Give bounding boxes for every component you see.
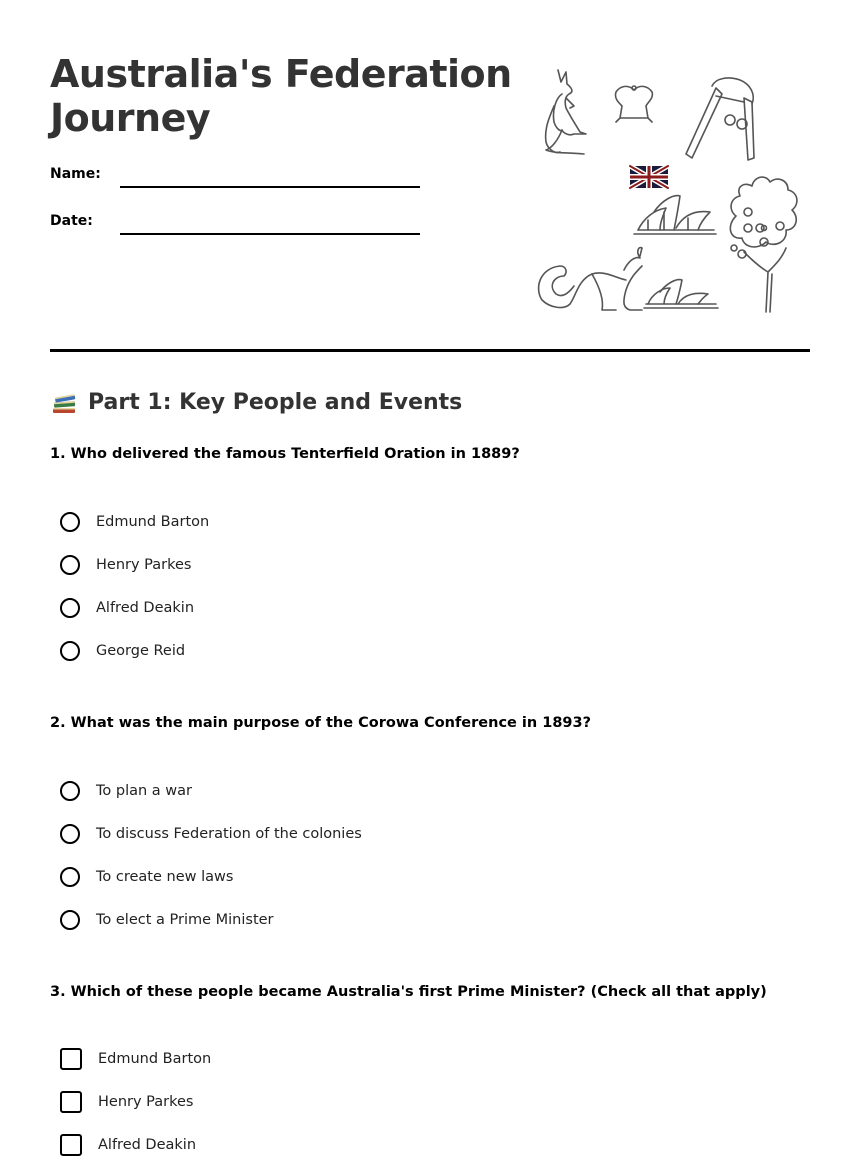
q3-option[interactable]: [60, 1046, 211, 1072]
checkbox[interactable]: [60, 1048, 82, 1070]
option-label: Henry Parkes: [98, 1094, 194, 1110]
option-label: Alfred Deakin: [96, 600, 195, 616]
radio-button[interactable]: [60, 781, 80, 801]
large-kangaroo-icon: [539, 248, 642, 310]
q2-option[interactable]: [60, 864, 233, 890]
q1-option[interactable]: [60, 638, 185, 664]
radio-button[interactable]: [60, 598, 80, 618]
worksheet-title: Australia's Federation Journey: [50, 52, 512, 140]
name-field[interactable]: [120, 186, 420, 188]
crown-icon: [615, 86, 652, 122]
question-1: 1. Who delivered the famous Tenterfield Oration in 1889?: [50, 446, 520, 462]
radio-button[interactable]: [60, 824, 80, 844]
federation-illustration: [530, 62, 810, 317]
tree-icon: [730, 177, 797, 312]
option-label: Edmund Barton: [96, 514, 210, 530]
opera-house-small-icon: [644, 280, 718, 308]
books-icon: [50, 388, 78, 416]
section-title: Part 1: Key People and Events: [88, 389, 463, 415]
q2-option[interactable]: [60, 907, 274, 933]
option-label: George Reid: [96, 643, 186, 659]
radio-button[interactable]: [60, 867, 80, 887]
compass-icon: [686, 78, 754, 160]
header-divider: [50, 349, 810, 352]
date-field[interactable]: [120, 233, 420, 235]
q2-option[interactable]: [60, 821, 362, 847]
radio-button[interactable]: [60, 555, 80, 575]
option-label: Edmund Barton: [98, 1051, 212, 1067]
kangaroo-icon: [546, 70, 586, 154]
q3-option[interactable]: [60, 1132, 196, 1158]
name-label: Name:: [50, 166, 101, 182]
q1-option[interactable]: [60, 595, 194, 621]
radio-button[interactable]: [60, 512, 80, 532]
option-label: To discuss Federation of the colonies: [96, 826, 362, 842]
question-2: 2. What was the main purpose of the Corowa Conference in 1893?: [50, 715, 592, 731]
date-label: Date:: [50, 213, 93, 229]
q1-option[interactable]: [60, 552, 191, 578]
question-3: 3. Which of these people became Australia's first Prime Minister? (Check all that apply): [50, 984, 767, 1000]
option-label: To plan a war: [96, 783, 192, 799]
checkbox[interactable]: [60, 1134, 82, 1156]
opera-house-icon: [634, 196, 716, 234]
option-label: To create new laws: [96, 869, 234, 885]
option-label: Alfred Deakin: [98, 1137, 197, 1153]
q1-option[interactable]: [60, 509, 209, 535]
q2-option[interactable]: [60, 778, 192, 804]
option-label: Henry Parkes: [96, 557, 192, 573]
q3-option[interactable]: [60, 1089, 193, 1115]
section-heading: [50, 388, 462, 416]
radio-button[interactable]: [60, 641, 80, 661]
checkbox[interactable]: [60, 1091, 82, 1113]
radio-button[interactable]: [60, 910, 80, 930]
union-jack-flag-icon: [630, 166, 668, 188]
option-label: To elect a Prime Minister: [96, 912, 274, 928]
